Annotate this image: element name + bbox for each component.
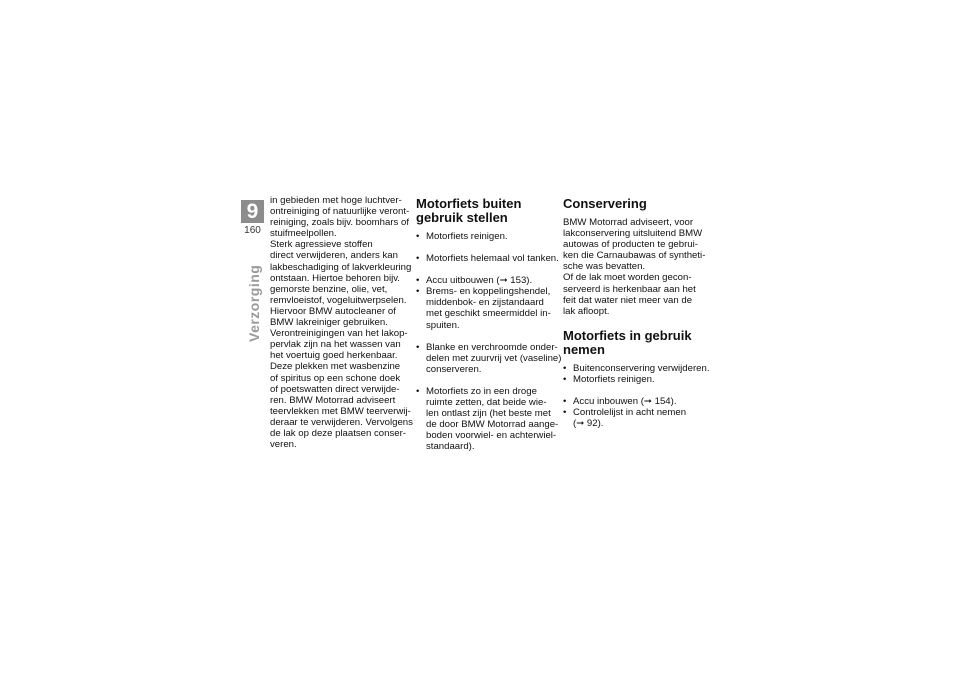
text-line: deraar te verwijderen. Vervolgens	[270, 416, 413, 428]
list-item	[416, 231, 556, 242]
list-item	[416, 286, 556, 330]
bullet-icon: •	[416, 385, 420, 397]
text-line: ontstaan. Hiertoe behoren bijv.	[270, 272, 400, 284]
text-line: Hiervoor BMW autocleaner of	[270, 305, 396, 317]
text-line: middenbok- en zijstandaard	[426, 297, 544, 309]
text-line: spuiten.	[426, 319, 460, 331]
text-line: of poetswatten direct verwijde-	[270, 383, 400, 395]
text-line: Of de lak moet worden gecon-	[563, 272, 692, 284]
text-line: lak afloopt.	[563, 305, 610, 317]
text-line: ruimte zetten, dat beide wie-	[426, 397, 547, 409]
chapter-number-badge: 9	[241, 200, 264, 223]
text-line: Motorfiets reinigen.	[573, 373, 655, 385]
text-line: Verontreinigingen van het lakop-	[270, 328, 408, 340]
text-line: de door BMW Motorrad aange-	[426, 419, 559, 431]
column-2-text	[416, 196, 562, 453]
text-line: met geschikt smeermiddel in-	[426, 308, 551, 320]
text-line: of spiritus op een schone doek	[270, 372, 401, 384]
bullet-icon: •	[563, 396, 567, 408]
text-line: len ontlast zijn (het beste met	[426, 408, 551, 420]
conservation-paragraph	[563, 217, 706, 317]
section-heading-recommission	[563, 329, 703, 357]
list-item	[563, 396, 703, 407]
heading-line: Motorfiets in gebruik	[563, 327, 692, 343]
text-line: Deze plekken met wasbenzine	[270, 361, 401, 373]
bullet-icon: •	[563, 407, 567, 419]
text-line: Motorfiets reinigen.	[426, 231, 508, 242]
list-item	[416, 253, 559, 265]
text-line: Buitenconservering verwijderen.	[573, 362, 710, 374]
text-line: reiniging, zoals bijv. boomhars of	[270, 217, 410, 229]
text-line: boden voorwiel- en achterwiel-	[426, 430, 557, 442]
list-item	[416, 385, 559, 453]
heading-line: nemen	[563, 341, 605, 357]
text-line: Accu inbouwen (➞ 154).	[573, 396, 677, 408]
list-item	[416, 275, 556, 286]
text-line: Brems- en koppelingshendel,	[426, 286, 551, 298]
text-line: Motorfiets zo in een droge	[426, 385, 537, 397]
text-line: lakconservering uitsluitend BMW	[563, 228, 703, 240]
text-line: standaard).	[426, 441, 475, 453]
text-line: Sterk agressieve stoffen	[270, 239, 373, 251]
bullet-icon: •	[416, 286, 420, 298]
bullet-icon: •	[416, 341, 420, 353]
text-line: Controlelijst in acht nemen	[573, 407, 687, 419]
text-line: BMW Motorrad adviseert, voor	[563, 217, 694, 228]
bullet-icon: •	[563, 362, 567, 374]
text-line: conserveren.	[426, 363, 482, 375]
text-line: remvloeistof, vogeluitwerpselen.	[270, 294, 407, 306]
text-line: teervlekken met BMW teerverwij-	[270, 405, 411, 417]
text-line: ken die Carnaubawas of syntheti-	[563, 250, 706, 262]
heading-line: Conservering	[563, 196, 647, 211]
text-line: (➞ 92).	[573, 418, 604, 430]
text-line: veren.	[270, 439, 297, 451]
column-3-text	[563, 196, 710, 430]
heading-line: gebruik stellen	[416, 210, 508, 225]
heading-line: Motorfiets buiten	[416, 196, 522, 211]
text-line: pervlak zijn na het wassen van	[270, 339, 401, 351]
list-item	[416, 341, 562, 375]
text-line: serveerd is herkenbaar aan het	[563, 283, 696, 295]
text-line: feit dat water niet meer van de	[563, 294, 693, 306]
text-line: direct verwijderen, anders kan	[270, 250, 398, 262]
text-line: ren. BMW Motorrad adviseert	[270, 394, 396, 406]
text-line: lakbeschadiging of lakverkleuring	[270, 261, 412, 273]
list-item	[563, 362, 710, 374]
text-line: in gebieden met hoge luchtver-	[270, 195, 402, 206]
text-line: Accu uitbouwen (➞ 153).	[426, 275, 533, 287]
list-item	[563, 407, 703, 429]
text-line: de lak op deze plaatsen conser-	[270, 427, 406, 439]
bullet-icon: •	[563, 373, 567, 385]
text-line: ontreiniging of natuurlijke veront-	[270, 206, 410, 218]
text-line: gemorste benzine, olie, vet,	[270, 283, 388, 295]
text-line: BMW lakreiniger gebruiken.	[270, 317, 388, 329]
chapter-side-label: Verzorging	[246, 264, 262, 342]
text-line: stuifmeelpollen.	[270, 228, 337, 240]
bullet-icon: •	[416, 231, 420, 242]
text-line: delen met zuurvrij vet (vaseline)	[426, 352, 562, 364]
text-line: het voertuig goed herkenbaar.	[270, 350, 398, 362]
section-heading-conservation	[563, 197, 703, 211]
section-heading-decommission	[416, 197, 556, 225]
text-line: sche was bevatten.	[563, 261, 646, 273]
page-number: 160	[244, 225, 261, 236]
bullet-icon: •	[416, 275, 420, 287]
list-item	[563, 374, 703, 385]
text-line: Motorfiets helemaal vol tanken.	[426, 253, 559, 265]
column-1-text	[270, 195, 413, 451]
text-line: Blanke en verchroomde onder-	[426, 341, 558, 353]
bullet-icon: •	[416, 253, 420, 265]
text-line: autowas of producten te gebrui-	[563, 239, 698, 251]
